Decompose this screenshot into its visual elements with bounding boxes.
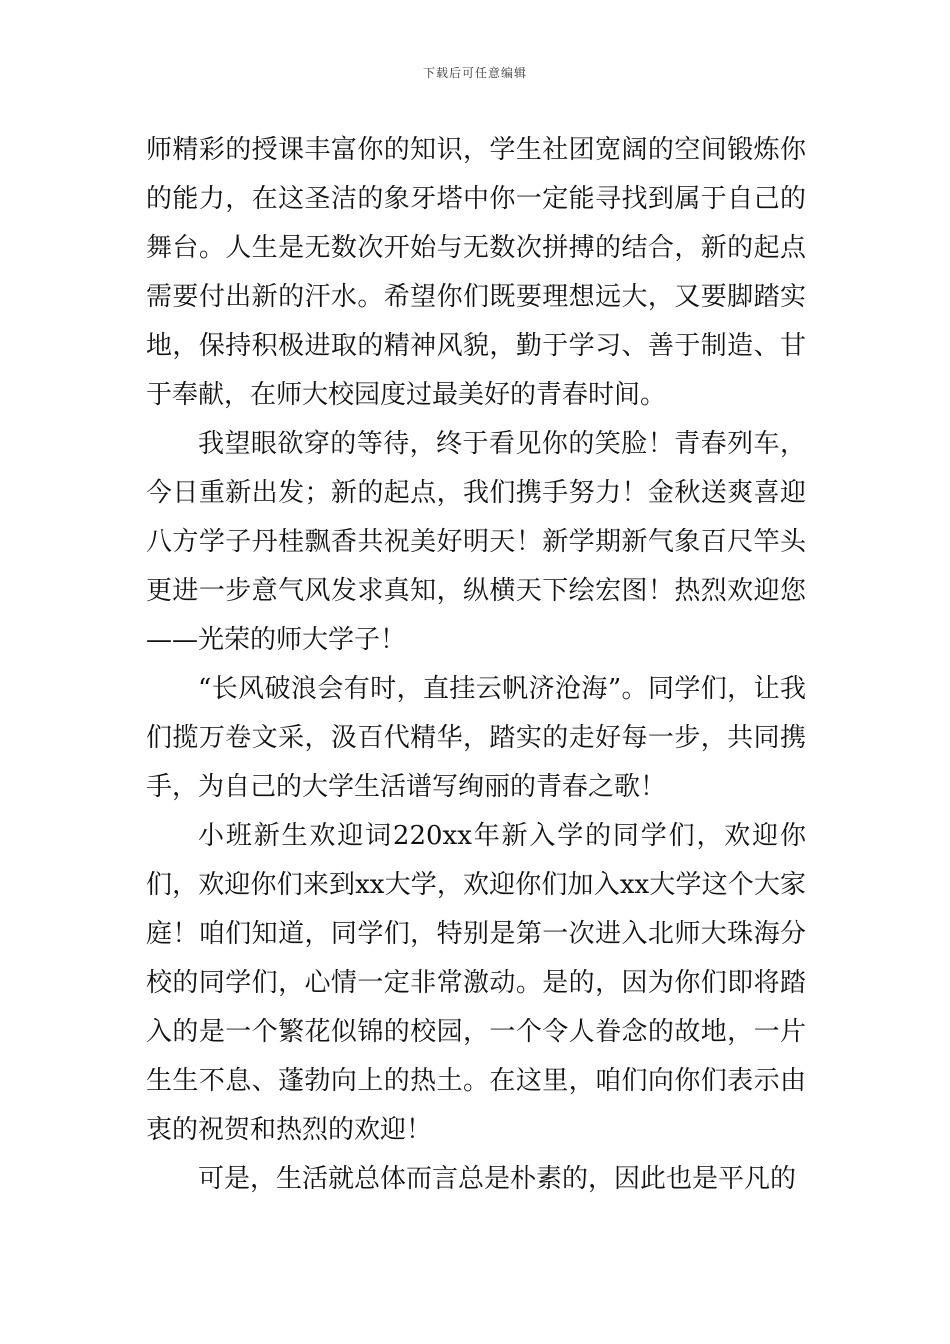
paragraph: 可是，生活就总体而言总是朴素的，因此也是平凡的: [198, 1164, 797, 1194]
paragraph: 我望眼欲穿的等待，终于看见你的笑脸！青春列车，今日重新出发；新的起点，我们携手努力！金秋送爽喜迎八方学子丹桂飘香共祝美好明天！新学期新气象百尺竿头更进一步意气风发求真知，纵横天下绘宏图！热烈欢迎您——光荣的师大学子！: [146, 429, 806, 655]
header-note: 下载后可任意编辑: [422, 66, 527, 80]
paragraph: “长风破浪会有时，直挂云帆济沧海”。同学们，让我们揽万卷文采，汲百代精华，踏实的走好每一步，共同携手，为自己的大学生活谱写绚丽的青春之歌！: [146, 674, 806, 802]
paragraph: 师精彩的授课丰富你的知识，学生社团宽阔的空间锻炼你的能力，在这圣洁的象牙塔中你一定能寻找到属于自己的舞台。人生是无数次开始与无数次拼搏的结合，新的起点需要付出新的汗水。希望你们既要理想远大，又要脚踏实地，保持积极进取的精神风貌，勤于学习、善于制造、甘于奉献，在师大校园度过最美好的青春时间。: [146, 135, 806, 410]
document-body: [146, 126, 806, 1204]
paragraph: 小班新生欢迎词220xx年新入学的同学们，欢迎你们，欢迎你们来到xx大学，欢迎你们加入xx大学这个大家庭！咱们知道，同学们，特别是第一次进入北师大珠海分校的同学们，心情一定非常激动。是的，因为你们即将踏入的是一个繁花似锦的校园，一个令人眷念的故地，一片生生不息、蓬勃向上的热土。在这里，咱们向你们表示由衷的祝贺和热烈的欢迎！: [146, 821, 806, 1145]
